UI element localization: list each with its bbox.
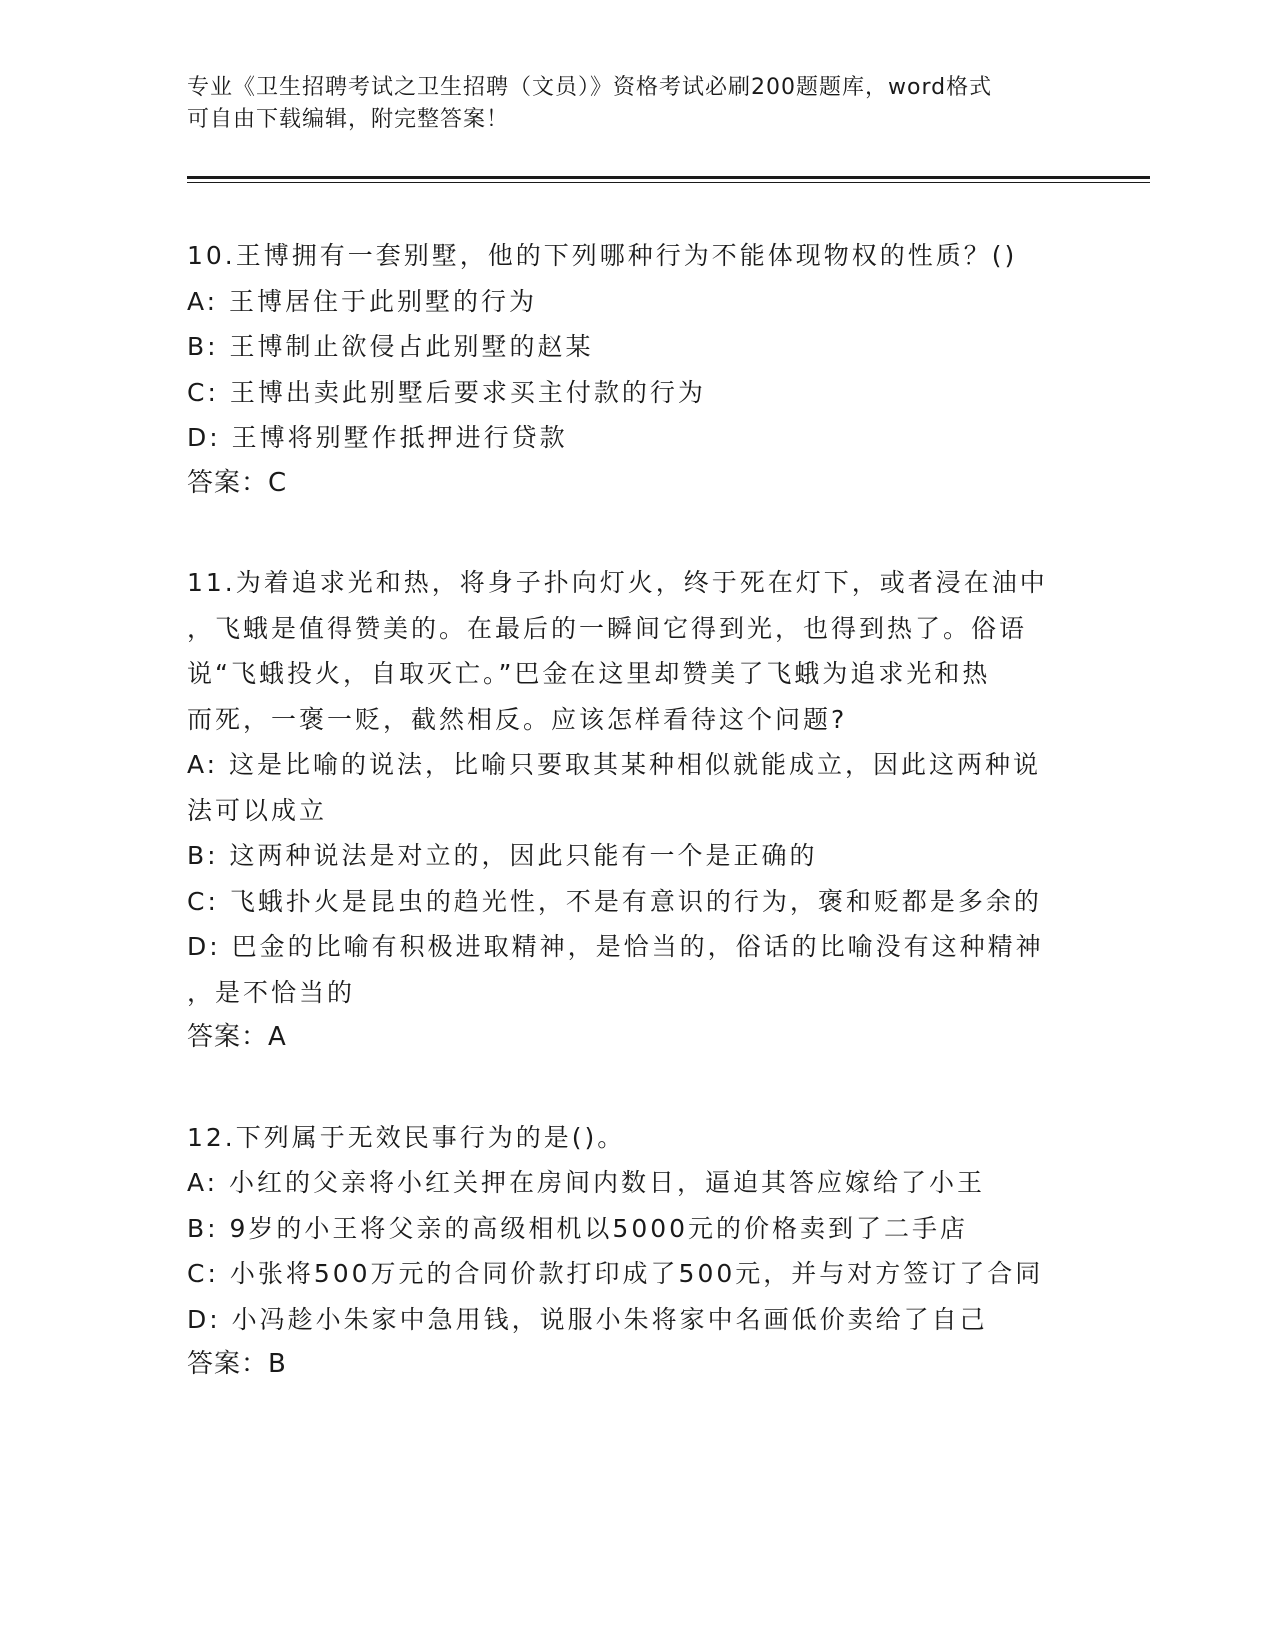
question-stem: 12.下列属于无效民事行为的是()。 bbox=[187, 1122, 626, 1152]
question-10 bbox=[187, 233, 1087, 506]
question-list bbox=[187, 233, 1087, 1442]
option-b: B: 王博制止欲侵占此别墅的赵某 bbox=[187, 332, 594, 361]
header-divider-thick bbox=[187, 176, 1150, 179]
option-a: A: 小红的父亲将小红关押在房间内数日，逼迫其答应嫁给了小王 bbox=[187, 1168, 986, 1197]
option-d: D: 王博将别墅作抵押进行贷款 bbox=[187, 423, 568, 452]
answer-label: 答案：A bbox=[187, 1022, 287, 1052]
option-a: A: 这是比喻的说法，比喻只要取其某种相似就能成立，因此这两种说 bbox=[187, 750, 1042, 779]
question-stem: 而死，一褒一贬，截然相反。应该怎样看待这个问题? bbox=[187, 704, 848, 734]
option-c: C: 小张将500万元的合同价款打印成了500元，并与对方签订了合同 bbox=[187, 1259, 1044, 1288]
answer-label: 答案：C bbox=[187, 467, 288, 498]
question-stem: 10.王博拥有一套别墅，他的下列哪种行为不能体现物权的性质？() bbox=[187, 241, 1018, 270]
option-a: 法可以成立 bbox=[187, 795, 328, 825]
question-stem: ，飞蛾是值得赞美的。在最后的一瞬间它得到光，也得到热了。俗语 bbox=[187, 613, 1028, 643]
question-11 bbox=[187, 560, 1087, 1061]
document-header bbox=[187, 72, 1067, 136]
option-b: B: 9岁的小王将父亲的高级相机以5000元的价格卖到了二手店 bbox=[187, 1213, 969, 1243]
option-d: D: 巴金的比喻有积极进取精神，是恰当的，俗话的比喻没有这种精神 bbox=[187, 932, 1044, 961]
header-title-line-1: 专业《卫生招聘考试之卫生招聘（文员）》资格考试必刷200题题库，word格式 bbox=[187, 75, 993, 100]
option-c: C: 飞蛾扑火是昆虫的趋光性，不是有意识的行为，褒和贬都是多余的 bbox=[187, 886, 1042, 916]
option-d: D: 小冯趁小朱家中急用钱，说服小朱将家中名画低价卖给了自己 bbox=[187, 1304, 988, 1334]
header-title-line-2: 可自由下载编辑，附完整答案！ bbox=[187, 107, 510, 132]
question-12 bbox=[187, 1115, 1087, 1388]
answer-label: 答案：B bbox=[187, 1349, 287, 1379]
option-d: ，是不恰当的 bbox=[187, 977, 356, 1007]
option-a: A: 王博居住于此别墅的行为 bbox=[187, 286, 538, 316]
header-divider-thin bbox=[187, 182, 1150, 183]
question-stem: 11.为着追求光和热，将身子扑向灯火，终于死在灯下，或者浸在油中 bbox=[187, 568, 1048, 597]
option-b: B: 这两种说法是对立的，因此只能有一个是正确的 bbox=[187, 841, 818, 870]
option-c: C: 王博出卖此别墅后要求买主付款的行为 bbox=[187, 377, 706, 407]
question-stem: 说“飞蛾投火，自取灭亡。”巴金在这里却赞美了飞蛾为追求光和热 bbox=[187, 659, 991, 688]
